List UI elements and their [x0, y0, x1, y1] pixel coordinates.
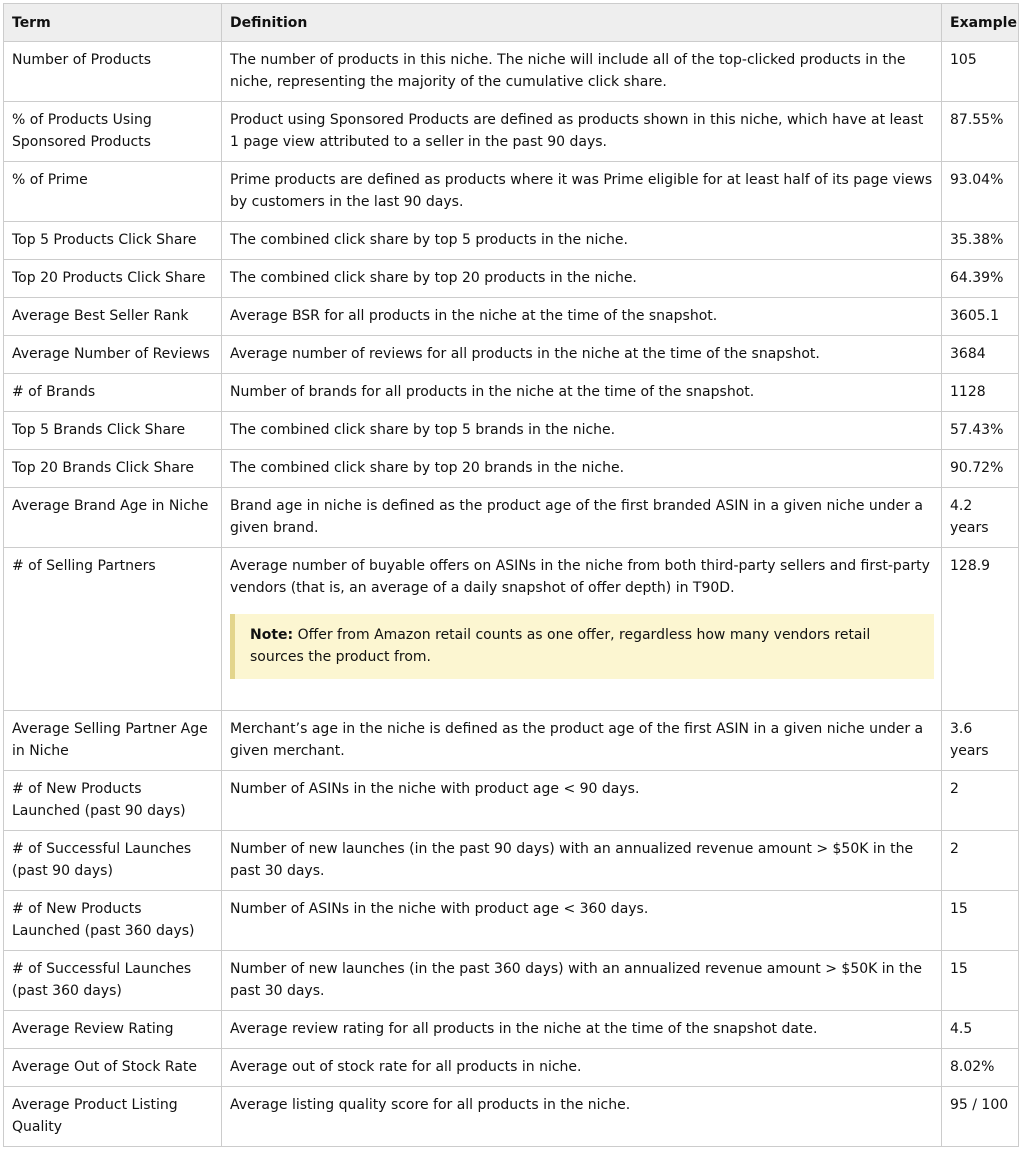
definition-cell: Average review rating for all products in the niche at the time of the snapshot date. — [222, 1011, 942, 1049]
header-definition: Definition — [222, 4, 942, 42]
term-cell: # of Selling Partners — [4, 548, 222, 711]
term-cell: Average Best Seller Rank — [4, 298, 222, 336]
header-example: Example — [942, 4, 1019, 42]
table-row — [4, 831, 1019, 891]
example-cell: 2 — [942, 831, 1019, 891]
definition-cell: Number of brands for all products in the niche at the time of the snapshot. — [222, 374, 942, 412]
definition-cell: Average out of stock rate for all products in niche. — [222, 1049, 942, 1087]
term-cell: # of Successful Launches (past 360 days) — [4, 951, 222, 1011]
term-cell: # of Brands — [4, 374, 222, 412]
definition-cell: Average listing quality score for all products in the niche. — [222, 1087, 942, 1147]
table-row — [4, 1049, 1019, 1087]
example-cell: 4.2 years — [942, 488, 1019, 548]
table-row — [4, 162, 1019, 222]
definition-cell: Product using Sponsored Products are defined as products shown in this niche, which have at least 1 page view attributed to a seller in the past 90 days. — [222, 102, 942, 162]
example-cell: 93.04% — [942, 162, 1019, 222]
table-row — [4, 298, 1019, 336]
niche-terms-table — [3, 3, 1019, 1147]
definition-cell: Number of new launches (in the past 360 days) with an annualized revenue amount > $50K in the past 30 days. — [222, 951, 942, 1011]
term-cell: Top 5 Brands Click Share — [4, 412, 222, 450]
table-row — [4, 42, 1019, 102]
example-cell: 2 — [942, 771, 1019, 831]
table-row — [4, 548, 1019, 711]
definition-cell: Number of ASINs in the niche with product age < 360 days. — [222, 891, 942, 951]
definition-cell: Merchant’s age in the niche is defined as the product age of the first ASIN in a given niche under a given merchant. — [222, 711, 942, 771]
term-cell: # of New Products Launched (past 90 days) — [4, 771, 222, 831]
example-cell: 8.02% — [942, 1049, 1019, 1087]
example-cell: 95 / 100 — [942, 1087, 1019, 1147]
example-cell: 87.55% — [942, 102, 1019, 162]
term-cell: Top 20 Products Click Share — [4, 260, 222, 298]
definition-cell: Brand age in niche is defined as the product age of the first branded ASIN in a given niche under a given brand. — [222, 488, 942, 548]
example-cell: 90.72% — [942, 450, 1019, 488]
definition-cell: Average BSR for all products in the niche at the time of the snapshot. — [222, 298, 942, 336]
definition-cell: Prime products are defined as products where it was Prime eligible for at least half of its page views by customers in the last 90 days. — [222, 162, 942, 222]
example-cell: 3605.1 — [942, 298, 1019, 336]
term-cell: Average Product Listing Quality — [4, 1087, 222, 1147]
definition-cell: The combined click share by top 20 brands in the niche. — [222, 450, 942, 488]
example-cell: 15 — [942, 891, 1019, 951]
table-row — [4, 1087, 1019, 1147]
example-cell: 57.43% — [942, 412, 1019, 450]
term-cell: % of Prime — [4, 162, 222, 222]
definition-cell: The number of products in this niche. The niche will include all of the top-clicked products in the niche, representing the majority of the cumulative click share. — [222, 42, 942, 102]
table-row — [4, 771, 1019, 831]
table-row — [4, 488, 1019, 548]
term-cell: Average Review Rating — [4, 1011, 222, 1049]
note-text: Offer from Amazon retail counts as one offer, regardless how many vendors retail sources the product from. — [250, 627, 871, 665]
term-cell: Average Number of Reviews — [4, 336, 222, 374]
term-cell: Number of Products — [4, 42, 222, 102]
example-cell: 3.6 years — [942, 711, 1019, 771]
example-cell: 1128 — [942, 374, 1019, 412]
term-cell: Top 5 Products Click Share — [4, 222, 222, 260]
header-term: Term — [4, 4, 222, 42]
term-cell: % of Products Using Sponsored Products — [4, 102, 222, 162]
table-row — [4, 891, 1019, 951]
term-cell: Top 20 Brands Click Share — [4, 450, 222, 488]
definition-text: Average number of buyable offers on ASINs in the niche from both third-party sellers and first-party vendors (that is, an average of a daily snapshot of offer depth) in T90D. — [230, 558, 930, 596]
term-cell: # of Successful Launches (past 90 days) — [4, 831, 222, 891]
definition-cell: The combined click share by top 5 products in the niche. — [222, 222, 942, 260]
example-cell: 15 — [942, 951, 1019, 1011]
example-cell: 64.39% — [942, 260, 1019, 298]
table-row — [4, 102, 1019, 162]
table-row — [4, 711, 1019, 771]
example-cell: 35.38% — [942, 222, 1019, 260]
definition-cell: Number of new launches (in the past 90 days) with an annualized revenue amount > $50K in the past 30 days. — [222, 831, 942, 891]
example-cell: 4.5 — [942, 1011, 1019, 1049]
table-row — [4, 336, 1019, 374]
table-header-row — [4, 4, 1019, 42]
term-cell: Average Out of Stock Rate — [4, 1049, 222, 1087]
table-row — [4, 450, 1019, 488]
definition-cell: Number of ASINs in the niche with product age < 90 days. — [222, 771, 942, 831]
example-cell: 105 — [942, 42, 1019, 102]
note-label: Note: — [250, 627, 294, 643]
table-row — [4, 951, 1019, 1011]
note-callout — [230, 614, 934, 679]
term-cell: Average Selling Partner Age in Niche — [4, 711, 222, 771]
table-row — [4, 374, 1019, 412]
example-cell: 3684 — [942, 336, 1019, 374]
definition-cell: The combined click share by top 5 brands in the niche. — [222, 412, 942, 450]
definition-cell: The combined click share by top 20 products in the niche. — [222, 260, 942, 298]
example-cell: 128.9 — [942, 548, 1019, 711]
table-row — [4, 222, 1019, 260]
term-cell: # of New Products Launched (past 360 days) — [4, 891, 222, 951]
table-row — [4, 260, 1019, 298]
definition-cell — [222, 548, 942, 711]
table-row — [4, 1011, 1019, 1049]
table-row — [4, 412, 1019, 450]
definition-cell: Average number of reviews for all products in the niche at the time of the snapshot. — [222, 336, 942, 374]
term-cell: Average Brand Age in Niche — [4, 488, 222, 548]
